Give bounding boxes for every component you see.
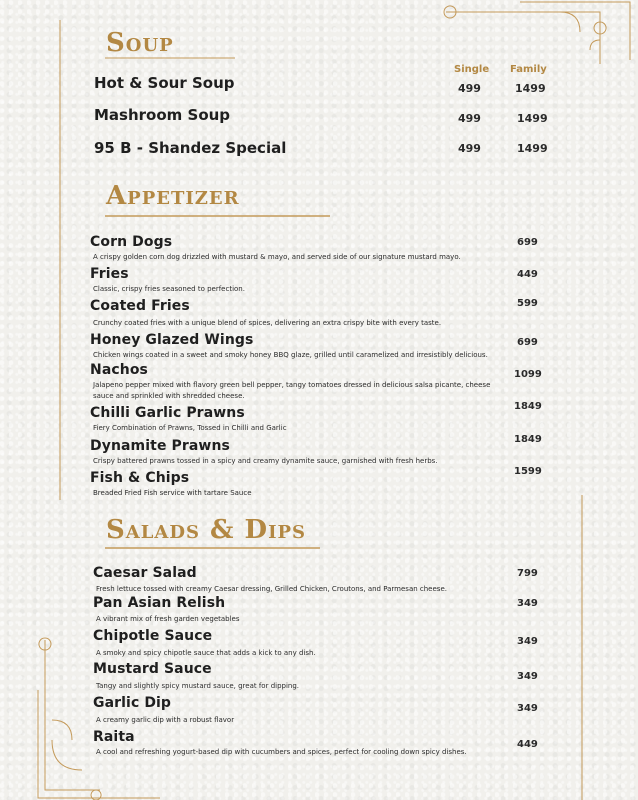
price-single: 499 <box>458 82 481 95</box>
item-description: Fiery Combination of Prawns, Tossed in Chilli and Garlic <box>93 424 287 432</box>
item-name: Corn Dogs <box>90 234 173 250</box>
item-price: 449 <box>517 269 538 280</box>
item-description: Chicken wings coated in a sweet and smoky honey BBQ glaze, grilled until caramelized and irresistibly delicious. <box>93 351 488 359</box>
item-description: Classic, crispy fries seasoned to perfection. <box>93 285 245 293</box>
item-name: Fish & Chips <box>90 470 190 486</box>
price-single: 499 <box>458 142 481 155</box>
item-description: Crunchy coated fries with a unique blend of spices, delivering an extra crispy bite with every taste. <box>93 319 442 327</box>
item-name: Hot & Sour Soup <box>94 74 235 92</box>
price-family: 1499 <box>515 82 546 95</box>
item-price: 699 <box>517 237 538 248</box>
item-description: A smoky and spicy chipotle sauce that adds a kick to any dish. <box>96 649 316 657</box>
item-name: Pan Asian Relish <box>93 595 226 611</box>
column-header-family: Family <box>510 64 547 75</box>
item-description: A crispy golden corn dog drizzled with mustard & mayo, and served side of our signature mustard mayo. <box>93 253 461 261</box>
item-name: Mashroom Soup <box>94 106 231 124</box>
item-name: Nachos <box>90 362 148 378</box>
item-price: 1599 <box>514 466 542 477</box>
column-header-single: Single <box>454 64 490 75</box>
item-description: Breaded Fried Fish service with tartare Sauce <box>93 489 252 497</box>
section-title-salads-dips: Salads & Dips <box>106 515 307 545</box>
item-price: 599 <box>517 298 538 309</box>
price-single: 499 <box>458 112 481 125</box>
item-name: Coated Fries <box>90 298 190 314</box>
item-price: 1099 <box>514 369 542 380</box>
item-description: Jalapeno pepper mixed with flavory green bell pepper, tangy tomatoes dressed in delicious salsa picante, cheese sauce and sprinkled with shredded cheese. <box>93 381 491 400</box>
item-price: 799 <box>517 568 538 579</box>
item-price: 1849 <box>514 434 542 445</box>
item-price: 449 <box>517 739 538 750</box>
item-price: 349 <box>517 636 538 647</box>
item-name: 95 B - Shandez Special <box>94 139 287 157</box>
item-price: 1849 <box>514 401 542 412</box>
item-description: Crispy battered prawns tossed in a spicy and creamy dynamite sauce, garnished with fresh herbs. <box>93 457 438 465</box>
item-name: Mustard Sauce <box>93 661 212 677</box>
item-description: A vibrant mix of fresh garden vegetables <box>96 615 240 623</box>
item-name: Caesar Salad <box>93 565 197 581</box>
item-price: 349 <box>517 598 538 609</box>
item-description: A cool and refreshing yogurt-based dip with cucumbers and spices, perfect for cooling down spicy dishes. <box>96 748 467 756</box>
item-name: Chipotle Sauce <box>93 628 213 644</box>
section-title-appetizer: Appetizer <box>106 181 240 211</box>
item-name: Honey Glazed Wings <box>90 332 254 348</box>
item-name: Garlic Dip <box>93 695 172 711</box>
item-description: Tangy and slightly spicy mustard sauce, great for dipping. <box>96 682 300 690</box>
item-description: Fresh lettuce tossed with creamy Caesar dressing, Grilled Chicken, Croutons, and Parmesan cheese. <box>96 585 447 593</box>
item-price: 349 <box>517 703 538 714</box>
item-price: 349 <box>517 671 538 682</box>
item-name: Fries <box>90 266 129 282</box>
price-family: 1499 <box>517 112 548 125</box>
item-name: Chilli Garlic Prawns <box>90 405 245 421</box>
item-description: A creamy garlic dip with a robust flavor <box>96 716 235 724</box>
item-name: Raita <box>93 729 135 745</box>
item-price: 699 <box>517 337 538 348</box>
item-name: Dynamite Prawns <box>90 438 230 454</box>
price-family: 1499 <box>517 142 548 155</box>
section-title-soup: Soup <box>106 28 174 58</box>
